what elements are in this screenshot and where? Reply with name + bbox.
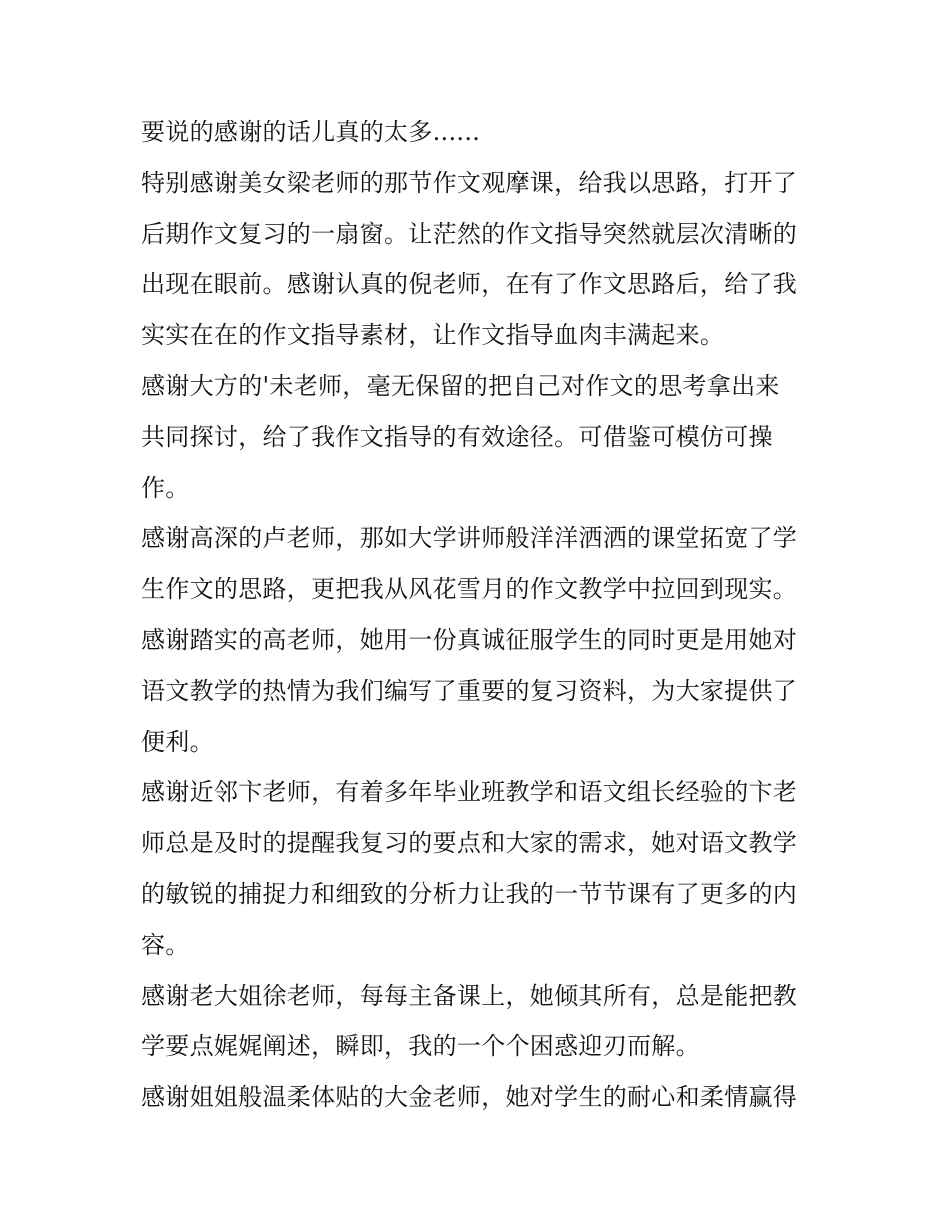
text-line: 要说的感谢的话儿真的太多...... xyxy=(141,118,481,146)
text-line: 学要点娓娓阐述，瞬即，我的一个个困惑迎刃而解。 xyxy=(141,1032,700,1061)
text-line: 语文教学的热情为我们编写了重要的复习资料，为大家提供了 xyxy=(141,676,798,705)
text-line: 的敏锐的捕捉力和细致的分析力让我的一节节课有了更多的内 xyxy=(141,879,798,908)
text-line: 感谢踏实的高老师，她用一份真诚征服学生的同时更是用她对 xyxy=(141,625,798,654)
text-line: 感谢老大姐徐老师，每每主备课上，她倾其所有，总是能把教 xyxy=(141,981,798,1010)
text-line: 共同探讨，给了我作文指导的有效途径。可借鉴可模仿可操 xyxy=(141,422,773,451)
text-line: 作。 xyxy=(141,473,190,502)
text-line: 特别感谢美女梁老师的那节作文观摩课，给我以思路，打开了 xyxy=(141,168,798,197)
text-line: 容。 xyxy=(141,930,190,959)
text-line: 便利。 xyxy=(141,727,214,756)
text-line: 感谢姐姐般温柔体贴的大金老师，她对学生的耐心和柔情赢得 xyxy=(141,1083,798,1112)
text-line: 出现在眼前。感谢认真的倪老师，在有了作文思路后，给了我 xyxy=(141,270,798,299)
text-line: 后期作文复习的一扇窗。让茫然的作文指导突然就层次清晰的 xyxy=(141,219,798,248)
text-line: 感谢高深的卢老师，那如大学讲师般洋洋洒洒的课堂拓宽了学 xyxy=(141,524,798,553)
body-text xyxy=(141,107,821,1123)
text-line: 感谢近邻卞老师，有着多年毕业班教学和语文组长经验的卞老 xyxy=(141,778,798,807)
text-line: 生作文的思路，更把我从风花雪月的作文教学中拉回到现实。 xyxy=(141,575,798,604)
text-line: 实实在在的作文指导素材，让作文指导血肉丰满起来。 xyxy=(141,321,725,350)
text-line: 师总是及时的提醒我复习的要点和大家的需求，她对语文教学 xyxy=(141,829,798,858)
text-line: 感谢大方的'未老师，毫无保留的把自己对作文的思考拿出来 xyxy=(141,371,780,400)
